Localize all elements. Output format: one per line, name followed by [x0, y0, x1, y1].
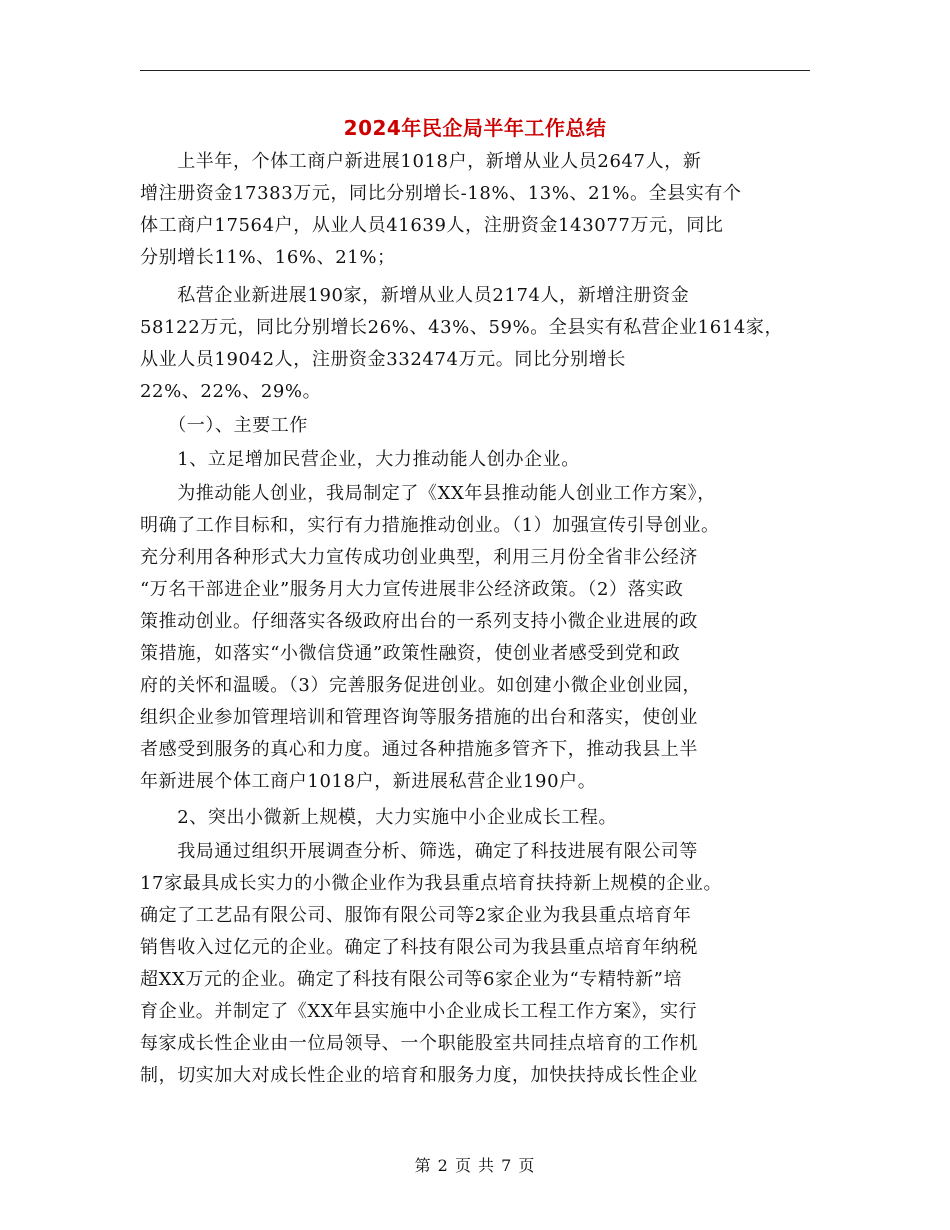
body-line: 明确了工作目标和，实行有力措施推动创业。（1）加强宣传引导创业。 — [140, 515, 720, 536]
body-line: 分别增长11%、16%、21%； — [140, 247, 396, 268]
body-line: 体工商户17564户，从业人员41639人，注册资金143077万元，同比 — [140, 215, 724, 236]
body-line: 府的关怀和温暖。（3）完善服务促进创业。如创建小微企业创业园， — [140, 675, 702, 696]
document-title: 2024年民企局半年工作总结 — [343, 116, 607, 140]
body-line: 者感受到服务的真心和力度。通过各种措施多管齐下，推动我县上半 — [140, 739, 698, 760]
body-line: 为推动能人创业，我局制定了《XX年县推动能人创业工作方案》， — [140, 483, 716, 504]
section-heading: （一）、主要工作 — [140, 415, 308, 436]
body-line: 从业人员19042人，注册资金332474万元。同比分别增长 — [140, 349, 626, 370]
subsection-heading: 2、突出小微新上规模，大力实施中小企业成长工程。 — [140, 807, 618, 828]
body-line: 育企业。并制定了《XX年县实施中小企业成长工程工作方案》，实行 — [140, 1001, 698, 1022]
body-line: 制，切实加大对成长性企业的培育和服务力度，加快扶持成长性企业 — [140, 1065, 698, 1086]
body-line: 超XX万元的企业。确定了科技有限公司等6家企业为“专精特新”培 — [140, 969, 683, 990]
body-line: 58122万元，同比分别增长26%、43%、59%。全县实有私营企业1614家， — [140, 317, 784, 338]
page-number: 第 2 页 共 7 页 — [414, 1156, 536, 1175]
body-line: 增注册资金17383万元，同比分别增长-18%、13%、21%。全县实有个 — [140, 183, 742, 204]
header-rule — [140, 70, 810, 71]
body-line: 充分利用各种形式大力宣传成功创业典型，利用三月份全省非公经济 — [140, 547, 698, 568]
body-line: 策推动创业。仔细落实各级政府出台的一系列支持小微企业进展的政 — [140, 611, 698, 632]
subsection-heading: 1、立足增加民营企业，大力推动能人创办企业。 — [140, 449, 580, 470]
body-line: 组织企业参加管理培训和管理咨询等服务措施的出台和落实，使创业 — [140, 707, 698, 728]
body-line: 年新进展个体工商户1018户，新进展私营企业190户。 — [140, 771, 597, 792]
body-line: 我局通过组织开展调查分析、筛选，确定了科技进展有限公司等 — [140, 841, 698, 862]
body-line: 22%、22%、29%。 — [140, 381, 322, 402]
body-line: 确定了工艺品有限公司、服饰有限公司等2家企业为我县重点培育年 — [140, 905, 692, 926]
body-line: 策措施，如落实“小微信贷通”政策性融资，使创业者感受到党和政 — [140, 643, 681, 664]
body-line: 私营企业新进展190家，新增从业人员2174人，新增注册资金 — [140, 285, 690, 306]
body-line: 17家最具成长实力的小微企业作为我县重点培育扶持新上规模的企业。 — [140, 873, 723, 894]
body-line: 销售收入过亿元的企业。确定了科技有限公司为我县重点培育年纳税 — [140, 937, 698, 958]
body-line: 每家成长性企业由一位局领导、一个职能股室共同挂点培育的工作机 — [140, 1033, 698, 1054]
body-line: 上半年，个体工商户新进展1018户，新增从业人员2647人，新 — [140, 151, 702, 172]
body-line: “万名干部进企业”服务月大力宣传进展非公经济政策。（2）落实政 — [140, 579, 684, 600]
